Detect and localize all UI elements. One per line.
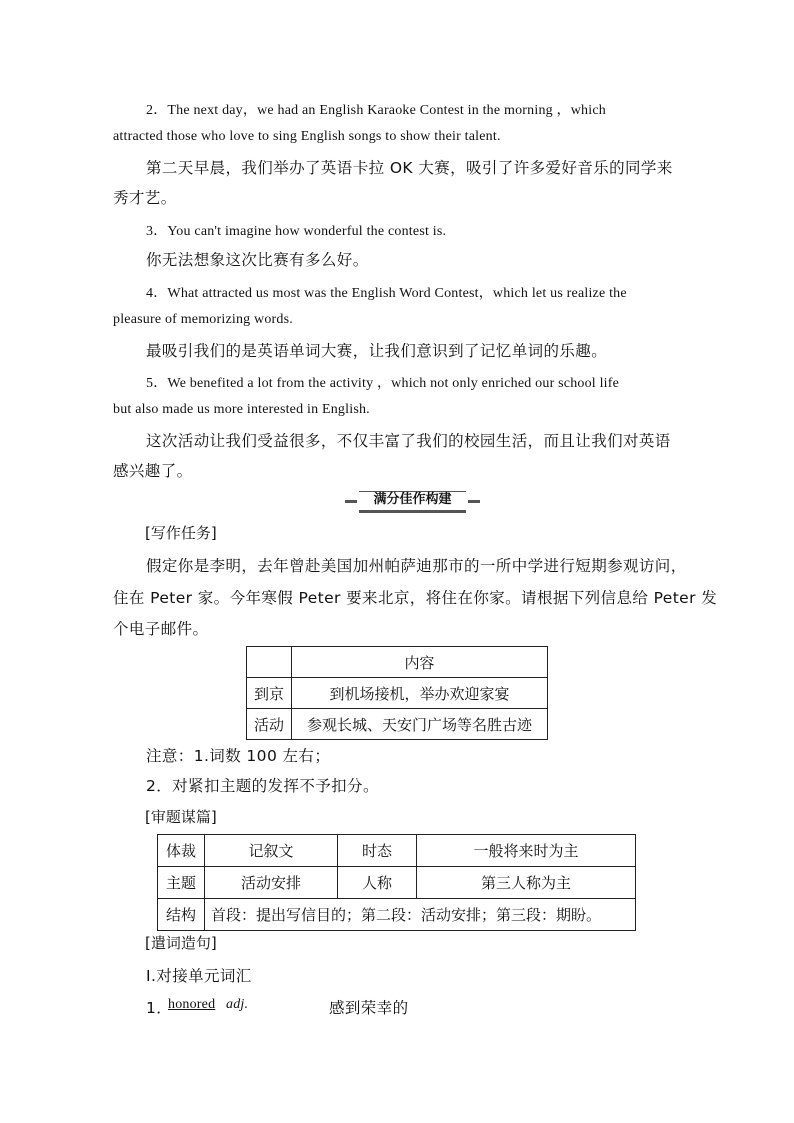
task-heading: [ 写作任务 ] <box>145 522 217 543</box>
table-header-cell: 内容 <box>292 647 548 678</box>
table-cell: 记叙文 <box>205 835 338 867</box>
sentence-3-zh-line1: 你无法想象这次比赛有多么好。 <box>146 251 369 269</box>
table-cell: 首段：提出写信目的；第二段：活动安排；第三段：期盼。 <box>205 899 636 931</box>
table-row <box>158 867 636 899</box>
analysis-heading: [ 审题谋篇 ] <box>145 806 217 827</box>
table-cell <box>247 647 292 678</box>
table-cell: 活动安排 <box>205 867 338 899</box>
table-cell: 主题 <box>158 867 205 899</box>
table-row <box>158 835 636 867</box>
sentence-2-zh-line2: 秀才艺。 <box>113 189 177 207</box>
task-info-table <box>246 646 548 740</box>
sentence-4-en-line2: pleasure of memorizing words. <box>113 312 293 327</box>
sentence-5-zh-line2: 感兴趣了。 <box>113 462 193 480</box>
analysis-table <box>157 834 636 931</box>
table-cell: 活动 <box>247 709 292 740</box>
table-cell: 参观长城、天安门广场等名胜古迹 <box>292 709 548 740</box>
table-cell: 第三人称为主 <box>417 867 636 899</box>
table-row <box>158 899 636 931</box>
table-cell: 体裁 <box>158 835 205 867</box>
note-line1: 注意：1.词数 100 左右； <box>146 747 331 765</box>
task-paragraph-line2: 住在 Peter 家。今年寒假 Peter 要来北京，将住在你家。请根据下列信息给 Peter 发 <box>113 589 718 607</box>
table-cell: 到机场接机，举办欢迎家宴 <box>292 678 548 709</box>
vocab-item-meaning: 感到荣幸的 <box>329 999 409 1017</box>
table-cell: 时态 <box>338 835 417 867</box>
banner-right-rule <box>468 500 480 503</box>
vocab-item-pos: adj. <box>226 997 249 1012</box>
vocab-item-word: honored <box>168 997 216 1012</box>
sentence-5-zh-line1: 这次活动让我们受益很多，不仅丰富了我们的校园生活，而且让我们对英语 <box>146 432 671 450</box>
vocab-item-number: 1． <box>146 999 173 1017</box>
table-cell: 一般将来时为主 <box>417 835 636 867</box>
table-cell: 人称 <box>338 867 417 899</box>
table-cell: 到京 <box>247 678 292 709</box>
sentence-3-en-line1: 3．You can't imagine how wonderful the contest is. <box>146 224 447 239</box>
sentence-5-en-line2: but also made us more interested in English. <box>113 402 370 417</box>
sentence-2-en-line2: attracted those who love to sing English songs to show their talent. <box>113 129 501 144</box>
section-title: 满分佳作构建 <box>359 491 466 513</box>
table-row <box>247 647 548 678</box>
section-banner <box>345 491 480 509</box>
table-row <box>247 678 548 709</box>
task-paragraph-line3: 个电子邮件。 <box>113 620 209 638</box>
note-line2: 2．对紧扣主题的发挥不予扣分。 <box>146 777 379 795</box>
table-cell: 结构 <box>158 899 205 931</box>
sentence-4-zh-line1: 最吸引我们的是英语单词大赛，让我们意识到了记忆单词的乐趣。 <box>146 342 608 360</box>
vocab-subheading: Ⅰ.对接单元词汇 <box>146 967 252 985</box>
sentence-2-zh-line1: 第二天早晨，我们举办了英语卡拉 OK 大赛，吸引了许多爱好音乐的同学来 <box>146 159 673 177</box>
table-row <box>247 709 548 740</box>
vocab-heading: [ 遣词造句 ] <box>145 932 217 953</box>
banner-left-rule <box>345 500 357 503</box>
task-paragraph-line1: 假定你是李明，去年曾赴美国加州帕萨迪那市的一所中学进行短期参观访问， <box>146 557 687 575</box>
sentence-5-en-line1: 5．We benefited a lot from the activity ，which not only enriched our school life <box>146 376 620 391</box>
sentence-2-en-line1: 2．The next day，we had an English Karaoke Contest in the morning ，which <box>146 103 606 118</box>
sentence-4-en-line1: 4．What attracted us most was the English Word Contest，which let us realize the <box>146 286 627 301</box>
